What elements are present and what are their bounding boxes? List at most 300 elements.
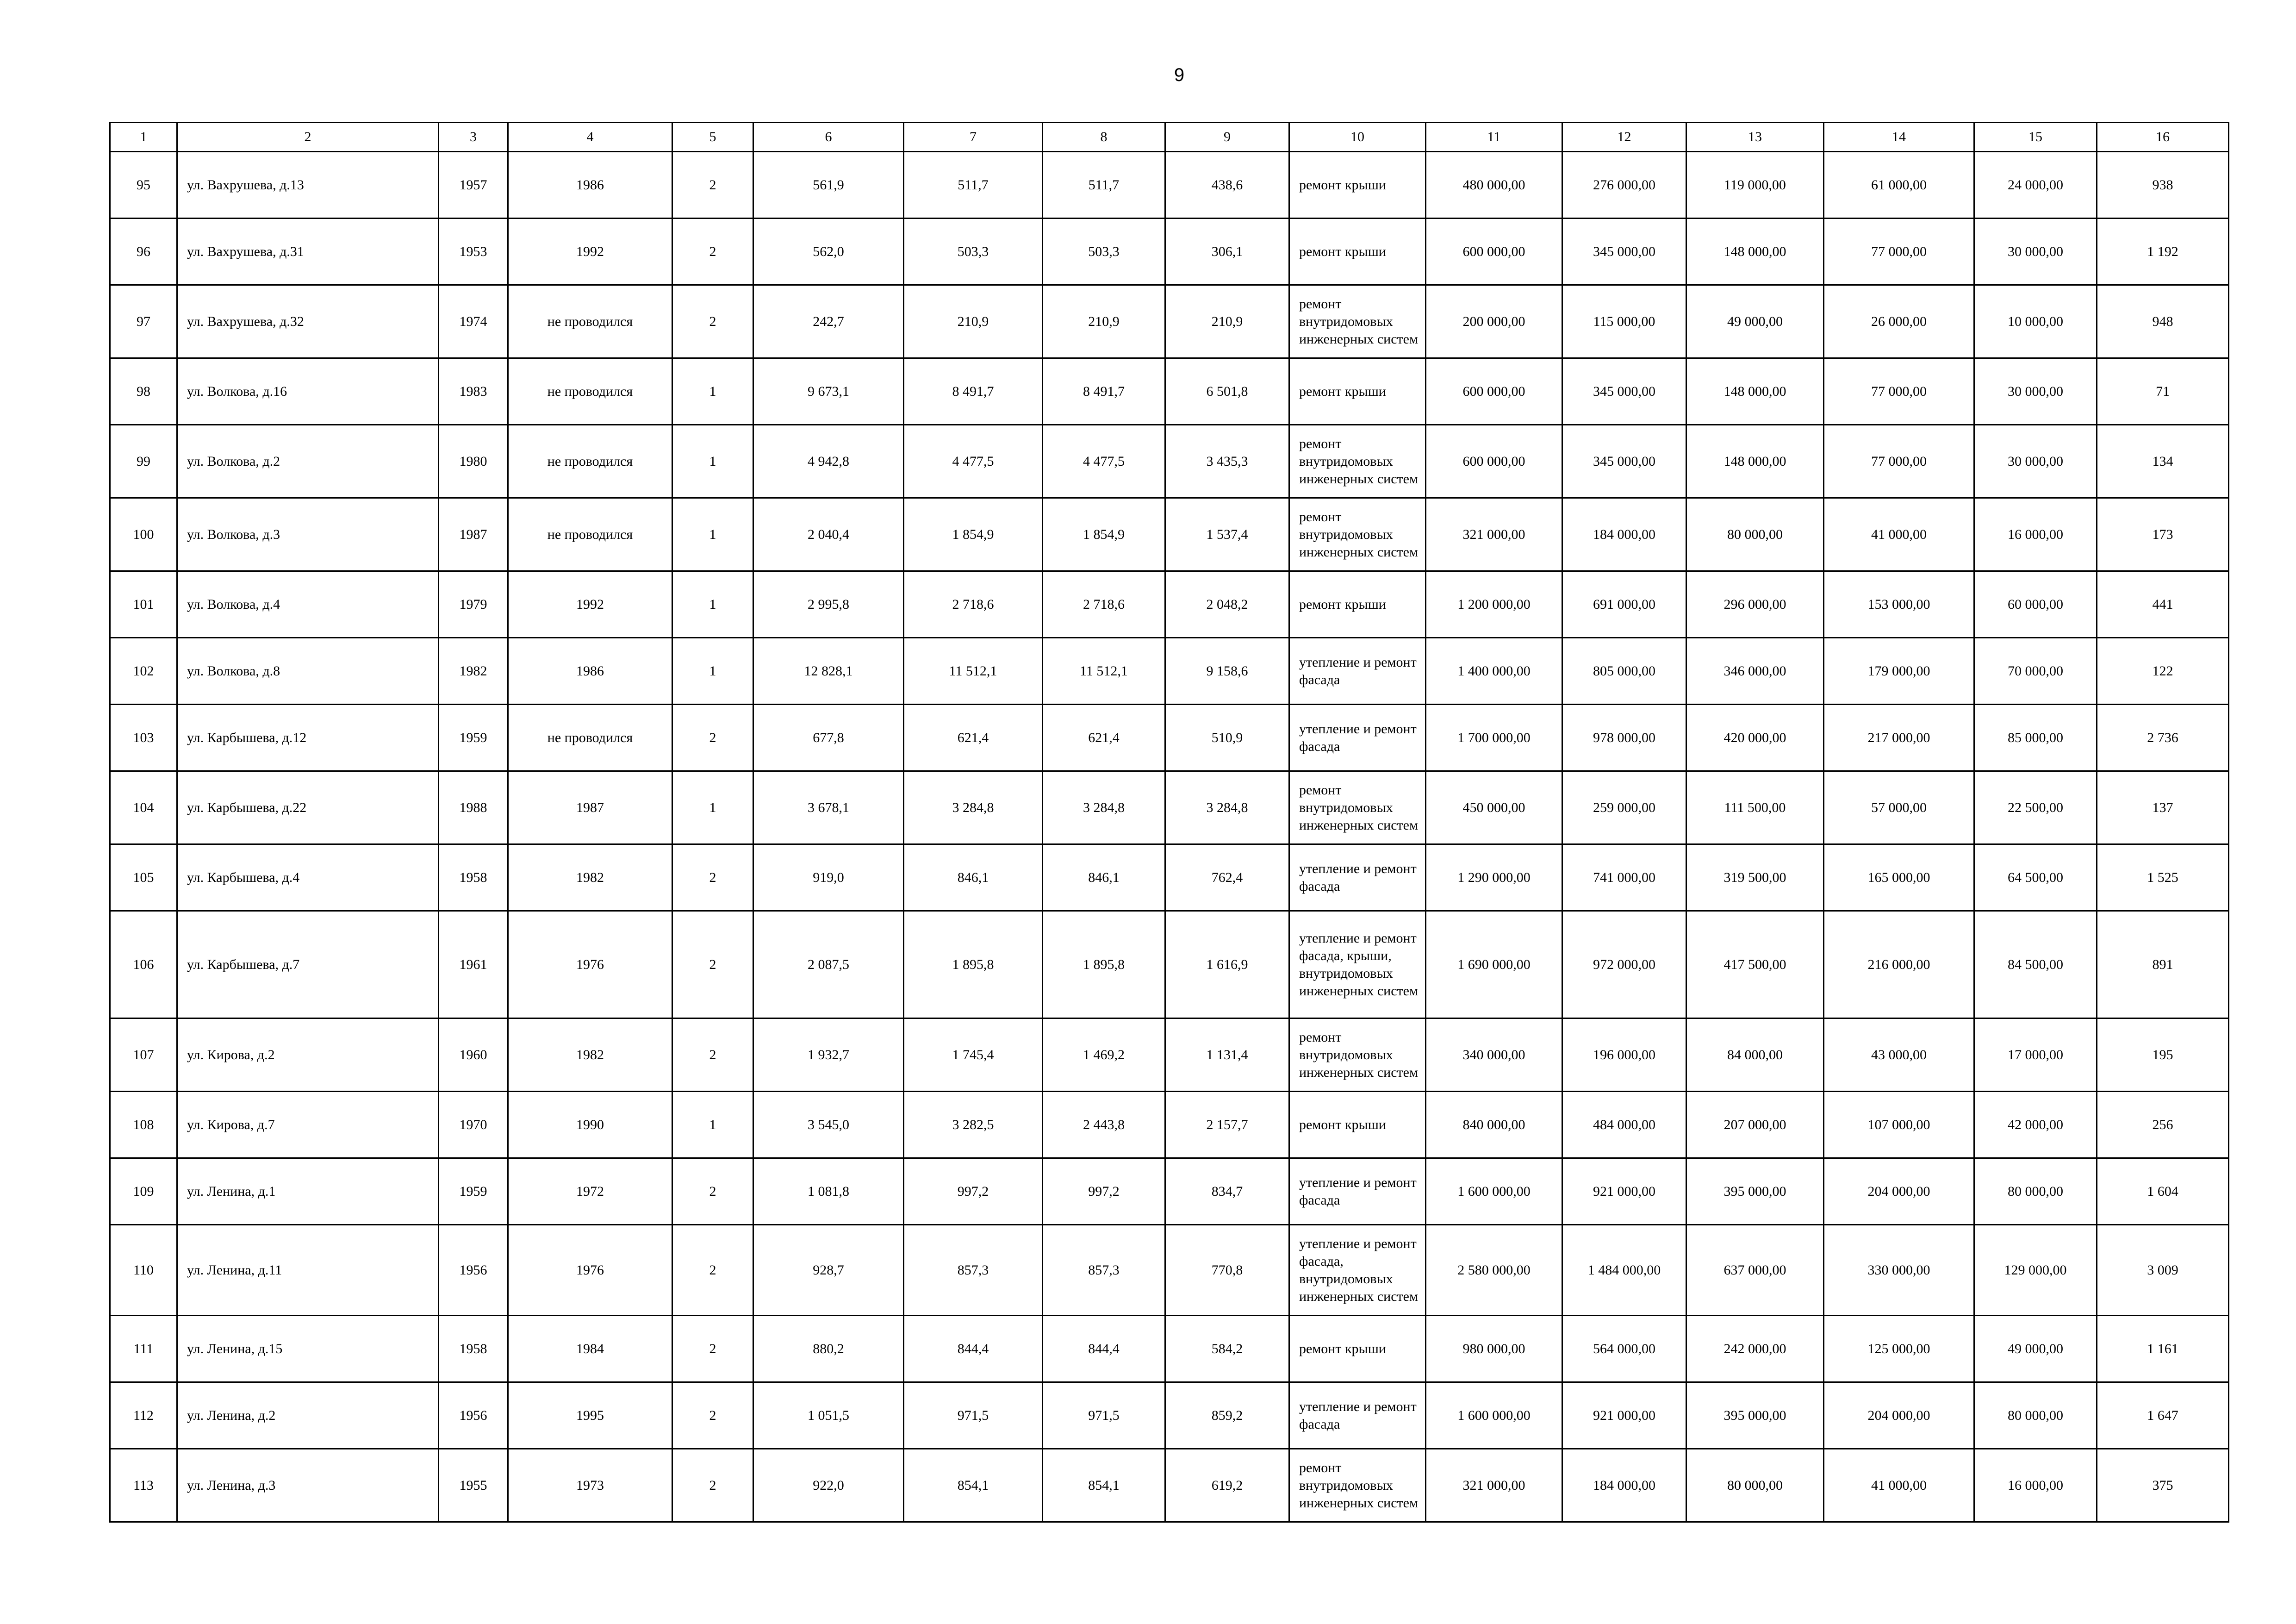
cost-owners-cell: 70 000,00 bbox=[1974, 638, 2097, 705]
cost-fund-cell: 978 000,00 bbox=[1562, 705, 1686, 771]
unit-cost-cell: 1 525 bbox=[2097, 844, 2229, 911]
area-living-cell: 3 284,8 bbox=[904, 771, 1043, 844]
cost-total-cell: 600 000,00 bbox=[1426, 219, 1562, 285]
cost-total-cell: 1 400 000,00 bbox=[1426, 638, 1562, 705]
cost-local-cell: 77 000,00 bbox=[1824, 358, 1974, 425]
area-private-cell: 859,2 bbox=[1165, 1382, 1289, 1449]
address-cell: ул. Кирова, д.7 bbox=[177, 1092, 439, 1158]
cost-total-cell: 1 600 000,00 bbox=[1426, 1382, 1562, 1449]
cost-fund-cell: 345 000,00 bbox=[1562, 358, 1686, 425]
cost-total-cell: 340 000,00 bbox=[1426, 1018, 1562, 1092]
work-type-cell: ремонт крыши bbox=[1289, 571, 1426, 638]
area-private-cell: 619,2 bbox=[1165, 1449, 1289, 1522]
area-owned-cell: 4 477,5 bbox=[1043, 425, 1165, 498]
cost-total-cell: 321 000,00 bbox=[1426, 1449, 1562, 1522]
cost-owners-cell: 30 000,00 bbox=[1974, 219, 2097, 285]
cost-region-cell: 417 500,00 bbox=[1686, 911, 1824, 1018]
cost-local-cell: 165 000,00 bbox=[1824, 844, 1974, 911]
table-row bbox=[110, 1316, 2229, 1382]
cost-total-cell: 321 000,00 bbox=[1426, 498, 1562, 571]
table-row bbox=[110, 1382, 2229, 1449]
cost-fund-cell: 564 000,00 bbox=[1562, 1316, 1686, 1382]
cost-owners-cell: 60 000,00 bbox=[1974, 571, 2097, 638]
last-repair-cell: 1982 bbox=[508, 844, 672, 911]
area-owned-cell: 854,1 bbox=[1043, 1449, 1165, 1522]
row-number: 98 bbox=[110, 358, 177, 425]
cost-local-cell: 41 000,00 bbox=[1824, 1449, 1974, 1522]
last-repair-cell: 1987 bbox=[508, 771, 672, 844]
row-number: 106 bbox=[110, 911, 177, 1018]
column-number-cell: 10 bbox=[1289, 123, 1426, 152]
work-type-cell: ремонт крыши bbox=[1289, 1316, 1426, 1382]
column-number-cell: 1 bbox=[110, 123, 177, 152]
address-cell: ул. Вахрушева, д.13 bbox=[177, 152, 439, 219]
work-type-cell: утепление и ремонт фасада, крыши, внутридомовых инженерных систем bbox=[1289, 911, 1426, 1018]
area-living-cell: 854,1 bbox=[904, 1449, 1043, 1522]
year-built-cell: 1961 bbox=[439, 911, 508, 1018]
area-owned-cell: 3 284,8 bbox=[1043, 771, 1165, 844]
area-total-cell: 919,0 bbox=[753, 844, 904, 911]
cost-fund-cell: 805 000,00 bbox=[1562, 638, 1686, 705]
table-body bbox=[110, 123, 2229, 1522]
area-living-cell: 844,4 bbox=[904, 1316, 1043, 1382]
area-owned-cell: 844,4 bbox=[1043, 1316, 1165, 1382]
area-private-cell: 2 157,7 bbox=[1165, 1092, 1289, 1158]
column-number-cell: 8 bbox=[1043, 123, 1165, 152]
column-number-cell: 14 bbox=[1824, 123, 1974, 152]
cost-fund-cell: 921 000,00 bbox=[1562, 1158, 1686, 1225]
area-total-cell: 880,2 bbox=[753, 1316, 904, 1382]
cost-total-cell: 2 580 000,00 bbox=[1426, 1225, 1562, 1316]
floors-cell: 2 bbox=[672, 285, 753, 358]
table-row bbox=[110, 771, 2229, 844]
cost-region-cell: 119 000,00 bbox=[1686, 152, 1824, 219]
work-type-cell: ремонт внутридомовых инженерных систем bbox=[1289, 1449, 1426, 1522]
area-total-cell: 922,0 bbox=[753, 1449, 904, 1522]
last-repair-cell: 1984 bbox=[508, 1316, 672, 1382]
cost-region-cell: 346 000,00 bbox=[1686, 638, 1824, 705]
table-row bbox=[110, 285, 2229, 358]
row-number: 103 bbox=[110, 705, 177, 771]
year-built-cell: 1958 bbox=[439, 1316, 508, 1382]
cost-fund-cell: 691 000,00 bbox=[1562, 571, 1686, 638]
column-number-cell: 9 bbox=[1165, 123, 1289, 152]
cost-total-cell: 1 600 000,00 bbox=[1426, 1158, 1562, 1225]
column-number-cell: 6 bbox=[753, 123, 904, 152]
column-number-cell: 4 bbox=[508, 123, 672, 152]
floors-cell: 2 bbox=[672, 1449, 753, 1522]
last-repair-cell: 1973 bbox=[508, 1449, 672, 1522]
work-type-cell: утепление и ремонт фасада bbox=[1289, 844, 1426, 911]
unit-cost-cell: 195 bbox=[2097, 1018, 2229, 1092]
unit-cost-cell: 134 bbox=[2097, 425, 2229, 498]
cost-fund-cell: 276 000,00 bbox=[1562, 152, 1686, 219]
cost-fund-cell: 921 000,00 bbox=[1562, 1382, 1686, 1449]
cost-total-cell: 600 000,00 bbox=[1426, 425, 1562, 498]
row-number: 100 bbox=[110, 498, 177, 571]
year-built-cell: 1987 bbox=[439, 498, 508, 571]
area-private-cell: 762,4 bbox=[1165, 844, 1289, 911]
address-cell: ул. Карбышева, д.7 bbox=[177, 911, 439, 1018]
area-owned-cell: 503,3 bbox=[1043, 219, 1165, 285]
unit-cost-cell: 122 bbox=[2097, 638, 2229, 705]
area-private-cell: 584,2 bbox=[1165, 1316, 1289, 1382]
cost-owners-cell: 80 000,00 bbox=[1974, 1158, 2097, 1225]
area-private-cell: 3 435,3 bbox=[1165, 425, 1289, 498]
table-row bbox=[110, 1449, 2229, 1522]
cost-total-cell: 1 690 000,00 bbox=[1426, 911, 1562, 1018]
row-number: 95 bbox=[110, 152, 177, 219]
last-repair-cell: 1976 bbox=[508, 911, 672, 1018]
cost-owners-cell: 24 000,00 bbox=[1974, 152, 2097, 219]
cost-local-cell: 77 000,00 bbox=[1824, 219, 1974, 285]
cost-local-cell: 153 000,00 bbox=[1824, 571, 1974, 638]
floors-cell: 2 bbox=[672, 1018, 753, 1092]
unit-cost-cell: 375 bbox=[2097, 1449, 2229, 1522]
floors-cell: 2 bbox=[672, 705, 753, 771]
cost-total-cell: 480 000,00 bbox=[1426, 152, 1562, 219]
area-living-cell: 11 512,1 bbox=[904, 638, 1043, 705]
area-owned-cell: 2 443,8 bbox=[1043, 1092, 1165, 1158]
year-built-cell: 1955 bbox=[439, 1449, 508, 1522]
area-total-cell: 677,8 bbox=[753, 705, 904, 771]
cost-total-cell: 450 000,00 bbox=[1426, 771, 1562, 844]
floors-cell: 2 bbox=[672, 1225, 753, 1316]
year-built-cell: 1979 bbox=[439, 571, 508, 638]
area-owned-cell: 857,3 bbox=[1043, 1225, 1165, 1316]
area-living-cell: 846,1 bbox=[904, 844, 1043, 911]
last-repair-cell: 1990 bbox=[508, 1092, 672, 1158]
work-type-cell: ремонт внутридомовых инженерных систем bbox=[1289, 285, 1426, 358]
area-living-cell: 3 282,5 bbox=[904, 1092, 1043, 1158]
floors-cell: 1 bbox=[672, 358, 753, 425]
cost-owners-cell: 17 000,00 bbox=[1974, 1018, 2097, 1092]
cost-local-cell: 77 000,00 bbox=[1824, 425, 1974, 498]
area-owned-cell: 11 512,1 bbox=[1043, 638, 1165, 705]
floors-cell: 2 bbox=[672, 219, 753, 285]
row-number: 99 bbox=[110, 425, 177, 498]
cost-fund-cell: 184 000,00 bbox=[1562, 1449, 1686, 1522]
address-cell: ул. Волкова, д.2 bbox=[177, 425, 439, 498]
area-living-cell: 2 718,6 bbox=[904, 571, 1043, 638]
area-living-cell: 1 745,4 bbox=[904, 1018, 1043, 1092]
cost-fund-cell: 741 000,00 bbox=[1562, 844, 1686, 911]
cost-region-cell: 395 000,00 bbox=[1686, 1382, 1824, 1449]
last-repair-cell: не проводился bbox=[508, 498, 672, 571]
column-number-cell: 7 bbox=[904, 123, 1043, 152]
cost-region-cell: 49 000,00 bbox=[1686, 285, 1824, 358]
cost-local-cell: 204 000,00 bbox=[1824, 1158, 1974, 1225]
cost-local-cell: 179 000,00 bbox=[1824, 638, 1974, 705]
cost-fund-cell: 345 000,00 bbox=[1562, 219, 1686, 285]
cost-local-cell: 57 000,00 bbox=[1824, 771, 1974, 844]
area-private-cell: 3 284,8 bbox=[1165, 771, 1289, 844]
column-number-cell: 5 bbox=[672, 123, 753, 152]
work-type-cell: утепление и ремонт фасада bbox=[1289, 638, 1426, 705]
area-owned-cell: 1 895,8 bbox=[1043, 911, 1165, 1018]
column-number-cell: 3 bbox=[439, 123, 508, 152]
unit-cost-cell: 173 bbox=[2097, 498, 2229, 571]
row-number: 111 bbox=[110, 1316, 177, 1382]
area-private-cell: 6 501,8 bbox=[1165, 358, 1289, 425]
cost-owners-cell: 16 000,00 bbox=[1974, 498, 2097, 571]
address-cell: ул. Карбышева, д.4 bbox=[177, 844, 439, 911]
area-private-cell: 510,9 bbox=[1165, 705, 1289, 771]
area-total-cell: 9 673,1 bbox=[753, 358, 904, 425]
area-private-cell: 834,7 bbox=[1165, 1158, 1289, 1225]
cost-region-cell: 148 000,00 bbox=[1686, 219, 1824, 285]
last-repair-cell: не проводился bbox=[508, 358, 672, 425]
area-living-cell: 621,4 bbox=[904, 705, 1043, 771]
floors-cell: 1 bbox=[672, 498, 753, 571]
row-number: 109 bbox=[110, 1158, 177, 1225]
floors-cell: 1 bbox=[672, 638, 753, 705]
column-number-cell: 16 bbox=[2097, 123, 2229, 152]
year-built-cell: 1959 bbox=[439, 1158, 508, 1225]
address-cell: ул. Ленина, д.2 bbox=[177, 1382, 439, 1449]
cost-total-cell: 1 200 000,00 bbox=[1426, 571, 1562, 638]
area-private-cell: 210,9 bbox=[1165, 285, 1289, 358]
work-type-cell: ремонт внутридомовых инженерных систем bbox=[1289, 771, 1426, 844]
area-total-cell: 2 995,8 bbox=[753, 571, 904, 638]
area-living-cell: 971,5 bbox=[904, 1382, 1043, 1449]
address-cell: ул. Волкова, д.8 bbox=[177, 638, 439, 705]
table-row bbox=[110, 1092, 2229, 1158]
cost-owners-cell: 30 000,00 bbox=[1974, 358, 2097, 425]
unit-cost-cell: 938 bbox=[2097, 152, 2229, 219]
area-living-cell: 8 491,7 bbox=[904, 358, 1043, 425]
year-built-cell: 1988 bbox=[439, 771, 508, 844]
floors-cell: 2 bbox=[672, 911, 753, 1018]
cost-region-cell: 148 000,00 bbox=[1686, 425, 1824, 498]
cost-local-cell: 41 000,00 bbox=[1824, 498, 1974, 571]
row-number: 105 bbox=[110, 844, 177, 911]
table-row bbox=[110, 571, 2229, 638]
address-cell: ул. Ленина, д.1 bbox=[177, 1158, 439, 1225]
work-type-cell: ремонт внутридомовых инженерных систем bbox=[1289, 1018, 1426, 1092]
floors-cell: 2 bbox=[672, 1158, 753, 1225]
floors-cell: 2 bbox=[672, 1316, 753, 1382]
last-repair-cell: 1972 bbox=[508, 1158, 672, 1225]
area-living-cell: 997,2 bbox=[904, 1158, 1043, 1225]
area-owned-cell: 8 491,7 bbox=[1043, 358, 1165, 425]
floors-cell: 1 bbox=[672, 1092, 753, 1158]
row-number: 102 bbox=[110, 638, 177, 705]
floors-cell: 1 bbox=[672, 425, 753, 498]
work-type-cell: ремонт крыши bbox=[1289, 1092, 1426, 1158]
row-number: 97 bbox=[110, 285, 177, 358]
cost-local-cell: 61 000,00 bbox=[1824, 152, 1974, 219]
year-built-cell: 1958 bbox=[439, 844, 508, 911]
unit-cost-cell: 1 161 bbox=[2097, 1316, 2229, 1382]
table-row bbox=[110, 1018, 2229, 1092]
row-number: 104 bbox=[110, 771, 177, 844]
cost-owners-cell: 85 000,00 bbox=[1974, 705, 2097, 771]
year-built-cell: 1983 bbox=[439, 358, 508, 425]
year-built-cell: 1970 bbox=[439, 1092, 508, 1158]
area-total-cell: 561,9 bbox=[753, 152, 904, 219]
table-row bbox=[110, 219, 2229, 285]
last-repair-cell: 1992 bbox=[508, 219, 672, 285]
unit-cost-cell: 441 bbox=[2097, 571, 2229, 638]
area-total-cell: 1 081,8 bbox=[753, 1158, 904, 1225]
cost-region-cell: 80 000,00 bbox=[1686, 498, 1824, 571]
cost-owners-cell: 49 000,00 bbox=[1974, 1316, 2097, 1382]
area-owned-cell: 2 718,6 bbox=[1043, 571, 1165, 638]
floors-cell: 1 bbox=[672, 571, 753, 638]
area-total-cell: 12 828,1 bbox=[753, 638, 904, 705]
cost-owners-cell: 10 000,00 bbox=[1974, 285, 2097, 358]
year-built-cell: 1982 bbox=[439, 638, 508, 705]
area-private-cell: 438,6 bbox=[1165, 152, 1289, 219]
cost-local-cell: 330 000,00 bbox=[1824, 1225, 1974, 1316]
row-number: 113 bbox=[110, 1449, 177, 1522]
last-repair-cell: 1986 bbox=[508, 638, 672, 705]
area-owned-cell: 1 854,9 bbox=[1043, 498, 1165, 571]
cost-region-cell: 207 000,00 bbox=[1686, 1092, 1824, 1158]
area-private-cell: 9 158,6 bbox=[1165, 638, 1289, 705]
cost-total-cell: 600 000,00 bbox=[1426, 358, 1562, 425]
address-cell: ул. Ленина, д.15 bbox=[177, 1316, 439, 1382]
area-total-cell: 3 678,1 bbox=[753, 771, 904, 844]
cost-region-cell: 395 000,00 bbox=[1686, 1158, 1824, 1225]
cost-fund-cell: 972 000,00 bbox=[1562, 911, 1686, 1018]
work-type-cell: утепление и ремонт фасада bbox=[1289, 1382, 1426, 1449]
unit-cost-cell: 891 bbox=[2097, 911, 2229, 1018]
row-number: 96 bbox=[110, 219, 177, 285]
area-total-cell: 4 942,8 bbox=[753, 425, 904, 498]
area-living-cell: 857,3 bbox=[904, 1225, 1043, 1316]
cost-owners-cell: 42 000,00 bbox=[1974, 1092, 2097, 1158]
unit-cost-cell: 71 bbox=[2097, 358, 2229, 425]
table-row bbox=[110, 358, 2229, 425]
area-owned-cell: 846,1 bbox=[1043, 844, 1165, 911]
last-repair-cell: 1986 bbox=[508, 152, 672, 219]
row-number: 107 bbox=[110, 1018, 177, 1092]
table-row bbox=[110, 1158, 2229, 1225]
cost-fund-cell: 259 000,00 bbox=[1562, 771, 1686, 844]
housing-repair-table bbox=[109, 122, 2229, 1523]
area-private-cell: 306,1 bbox=[1165, 219, 1289, 285]
address-cell: ул. Вахрушева, д.31 bbox=[177, 219, 439, 285]
area-total-cell: 2 087,5 bbox=[753, 911, 904, 1018]
area-owned-cell: 621,4 bbox=[1043, 705, 1165, 771]
area-living-cell: 1 854,9 bbox=[904, 498, 1043, 571]
table-row bbox=[110, 498, 2229, 571]
work-type-cell: ремонт внутридомовых инженерных систем bbox=[1289, 425, 1426, 498]
work-type-cell: утепление и ремонт фасада bbox=[1289, 705, 1426, 771]
cost-region-cell: 637 000,00 bbox=[1686, 1225, 1824, 1316]
floors-cell: 1 bbox=[672, 771, 753, 844]
column-number-row bbox=[110, 123, 2229, 152]
unit-cost-cell: 1 604 bbox=[2097, 1158, 2229, 1225]
area-living-cell: 210,9 bbox=[904, 285, 1043, 358]
year-built-cell: 1974 bbox=[439, 285, 508, 358]
cost-owners-cell: 129 000,00 bbox=[1974, 1225, 2097, 1316]
cost-fund-cell: 184 000,00 bbox=[1562, 498, 1686, 571]
address-cell: ул. Ленина, д.3 bbox=[177, 1449, 439, 1522]
work-type-cell: ремонт крыши bbox=[1289, 358, 1426, 425]
year-built-cell: 1957 bbox=[439, 152, 508, 219]
table-row bbox=[110, 911, 2229, 1018]
last-repair-cell: 1976 bbox=[508, 1225, 672, 1316]
last-repair-cell: не проводился bbox=[508, 705, 672, 771]
area-total-cell: 2 040,4 bbox=[753, 498, 904, 571]
cost-fund-cell: 115 000,00 bbox=[1562, 285, 1686, 358]
cost-region-cell: 420 000,00 bbox=[1686, 705, 1824, 771]
area-owned-cell: 997,2 bbox=[1043, 1158, 1165, 1225]
cost-local-cell: 43 000,00 bbox=[1824, 1018, 1974, 1092]
cost-owners-cell: 84 500,00 bbox=[1974, 911, 2097, 1018]
column-number-cell: 13 bbox=[1686, 123, 1824, 152]
page-number: 9 bbox=[1174, 65, 1185, 85]
table-row bbox=[110, 425, 2229, 498]
table-row bbox=[110, 638, 2229, 705]
area-owned-cell: 1 469,2 bbox=[1043, 1018, 1165, 1092]
cost-total-cell: 1 700 000,00 bbox=[1426, 705, 1562, 771]
cost-local-cell: 217 000,00 bbox=[1824, 705, 1974, 771]
cost-owners-cell: 16 000,00 bbox=[1974, 1449, 2097, 1522]
area-living-cell: 511,7 bbox=[904, 152, 1043, 219]
unit-cost-cell: 137 bbox=[2097, 771, 2229, 844]
table-row bbox=[110, 1225, 2229, 1316]
work-type-cell: ремонт крыши bbox=[1289, 219, 1426, 285]
area-private-cell: 1 537,4 bbox=[1165, 498, 1289, 571]
address-cell: ул. Волкова, д.4 bbox=[177, 571, 439, 638]
cost-fund-cell: 345 000,00 bbox=[1562, 425, 1686, 498]
area-private-cell: 2 048,2 bbox=[1165, 571, 1289, 638]
area-private-cell: 770,8 bbox=[1165, 1225, 1289, 1316]
cost-local-cell: 26 000,00 bbox=[1824, 285, 1974, 358]
area-living-cell: 4 477,5 bbox=[904, 425, 1043, 498]
unit-cost-cell: 1 192 bbox=[2097, 219, 2229, 285]
floors-cell: 2 bbox=[672, 844, 753, 911]
area-total-cell: 1 051,5 bbox=[753, 1382, 904, 1449]
cost-region-cell: 148 000,00 bbox=[1686, 358, 1824, 425]
area-private-cell: 1 616,9 bbox=[1165, 911, 1289, 1018]
work-type-cell: ремонт крыши bbox=[1289, 152, 1426, 219]
area-total-cell: 562,0 bbox=[753, 219, 904, 285]
year-built-cell: 1960 bbox=[439, 1018, 508, 1092]
floors-cell: 2 bbox=[672, 152, 753, 219]
address-cell: ул. Карбышева, д.12 bbox=[177, 705, 439, 771]
unit-cost-cell: 1 647 bbox=[2097, 1382, 2229, 1449]
last-repair-cell: не проводился bbox=[508, 425, 672, 498]
cost-local-cell: 204 000,00 bbox=[1824, 1382, 1974, 1449]
cost-fund-cell: 484 000,00 bbox=[1562, 1092, 1686, 1158]
cost-region-cell: 242 000,00 bbox=[1686, 1316, 1824, 1382]
column-number-cell: 2 bbox=[177, 123, 439, 152]
cost-region-cell: 84 000,00 bbox=[1686, 1018, 1824, 1092]
cost-local-cell: 125 000,00 bbox=[1824, 1316, 1974, 1382]
area-owned-cell: 971,5 bbox=[1043, 1382, 1165, 1449]
cost-region-cell: 80 000,00 bbox=[1686, 1449, 1824, 1522]
address-cell: ул. Волкова, д.16 bbox=[177, 358, 439, 425]
row-number: 101 bbox=[110, 571, 177, 638]
table-row bbox=[110, 844, 2229, 911]
column-number-cell: 15 bbox=[1974, 123, 2097, 152]
cost-region-cell: 296 000,00 bbox=[1686, 571, 1824, 638]
area-total-cell: 242,7 bbox=[753, 285, 904, 358]
cost-owners-cell: 64 500,00 bbox=[1974, 844, 2097, 911]
year-built-cell: 1956 bbox=[439, 1382, 508, 1449]
year-built-cell: 1980 bbox=[439, 425, 508, 498]
area-total-cell: 1 932,7 bbox=[753, 1018, 904, 1092]
cost-local-cell: 216 000,00 bbox=[1824, 911, 1974, 1018]
last-repair-cell: 1982 bbox=[508, 1018, 672, 1092]
address-cell: ул. Волкова, д.3 bbox=[177, 498, 439, 571]
unit-cost-cell: 2 736 bbox=[2097, 705, 2229, 771]
